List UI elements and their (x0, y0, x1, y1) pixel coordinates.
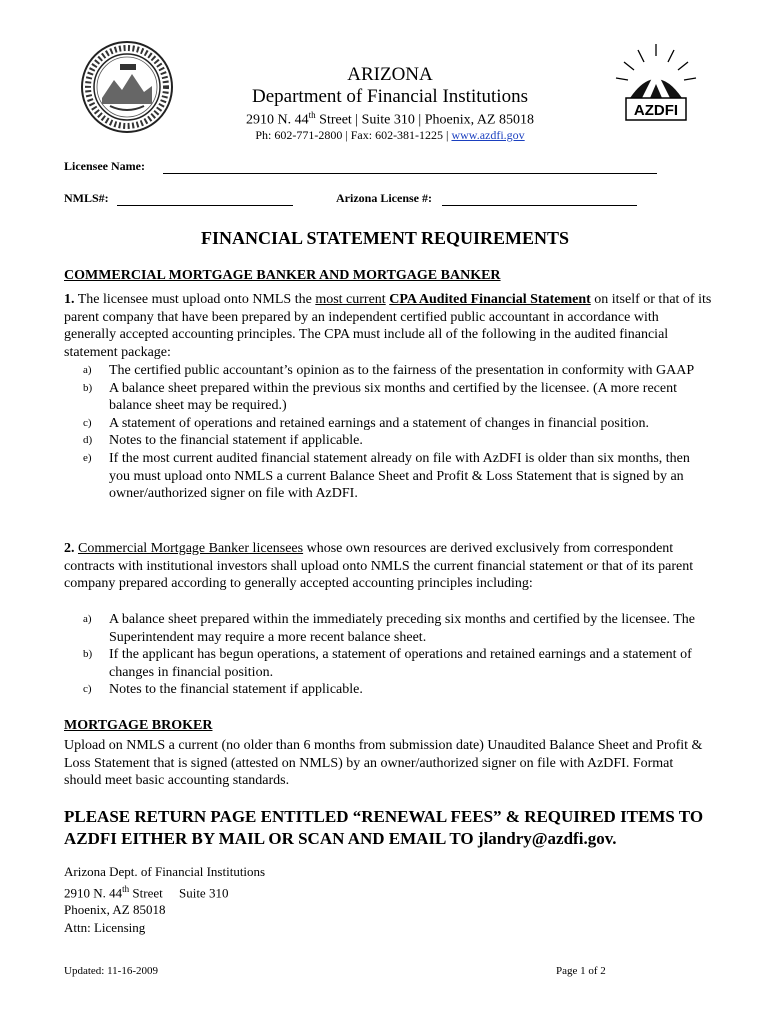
mailing-line: 2910 N. 44th Street Suite 310 (64, 883, 229, 900)
section-heading-broker: MORTGAGE BROKER (64, 718, 213, 733)
nmls-field[interactable] (117, 205, 293, 206)
section1-list (64, 362, 714, 503)
section2-intro: 2. Commercial Mortgage Banker licensees whose own resources are derived exclusively from correspondent contracts with institutional investors shall upload onto NMLS the current financial statement or that of its parent company prepared according to generally accepted accounting principles including: (64, 541, 694, 592)
list-item: a) The certified public accountant’s opinion as to the fairness of the presentation in conformity with GAAP (83, 363, 695, 378)
arizona-state-seal-icon (80, 40, 174, 134)
list-item: d) Notes to the financial statement if applicable. (83, 433, 363, 449)
footer-page-number: Page 1 of 2 (556, 965, 606, 977)
return-notice: PLEASE RETURN PAGE ENTITLED “RENEWAL FEES” & REQUIRED ITEMS TO AZDFI EITHER BY MAIL OR SCAN AND EMAIL TO jlandry@azdfi.gov. (64, 807, 704, 848)
list-item: c) Notes to the financial statement if applicable. (83, 682, 363, 698)
nmls-label: NMLS#: (64, 191, 109, 205)
mailing-address (64, 863, 464, 936)
azdfi-logo-icon (608, 40, 704, 130)
header-address: 2910 N. 44th Street | Suite 310 | Phoenix, AZ 85018 (246, 110, 534, 128)
header-contact: Ph: 602-771-2800 | Fax: 602-381-1225 | www.azdfi.gov (255, 128, 525, 142)
list-item: b) A balance sheet prepared within the previous six months and certified by the licensee. (A more recent balance sheet may be required.) (83, 380, 677, 414)
list-item: e) If the most current audited financial statement already on file with AzDFI is older than six months, then you must upload onto NMLS a current Balance Sheet and Profit & Loss Statement that is signed by an owner/authorized signer on file with AzDFI. (83, 450, 690, 502)
arizona-license-field[interactable] (442, 205, 637, 206)
mailing-line: Attn: Licensing (64, 919, 146, 935)
header-department: Department of Financial Institutions (252, 86, 528, 107)
list-item: b) If the applicant has begun operations, a statement of operations and retained earnings and a statement of changes in financial position. (83, 647, 692, 680)
website-link[interactable]: www.azdfi.gov (451, 128, 525, 142)
broker-text: Upload on NMLS a current (no older than 6 months from submission date) Unaudited Balance Sheet and Profit & Loss Statement that is signed (attested on NMLS) by an owner/authorized signer on file with AzDFI. Format should meet basic accounting standards. (64, 738, 703, 789)
mailing-line: Phoenix, AZ 85018 (64, 902, 166, 918)
list-item: c) A statement of operations and retained earnings and a statement of changes in financial position. (83, 415, 649, 431)
footer-updated: Updated: 11-16-2009 (64, 965, 158, 977)
section1-intro: 1. The licensee must upload onto NMLS the most current CPA Audited Financial Statement on itself or that of its parent company that have been prepared by an independent certified public accountant in accordance with generally accepted accounting principles. The CPA must include all of the following in the audited financial statement package: (64, 292, 712, 360)
page-title: FINANCIAL STATEMENT REQUIREMENTS (200, 228, 570, 248)
section-heading-banker: COMMERCIAL MORTGAGE BANKER AND MORTGAGE BANKER (64, 268, 501, 283)
section2-list (64, 611, 714, 699)
mailing-line: Arizona Dept. of Financial Institutions (64, 864, 266, 879)
licensee-name-field[interactable] (163, 173, 657, 174)
list-item: a) A balance sheet prepared within the immediately preceding six months and certified by the licensee. The Superintendent may require a more recent balance sheet. (83, 612, 695, 645)
header-state: ARIZONA (347, 64, 433, 85)
arizona-license-label: Arizona License #: (336, 191, 432, 205)
licensee-name-label: Licensee Name: (64, 159, 145, 173)
logo-text: AZDFI (633, 102, 679, 119)
